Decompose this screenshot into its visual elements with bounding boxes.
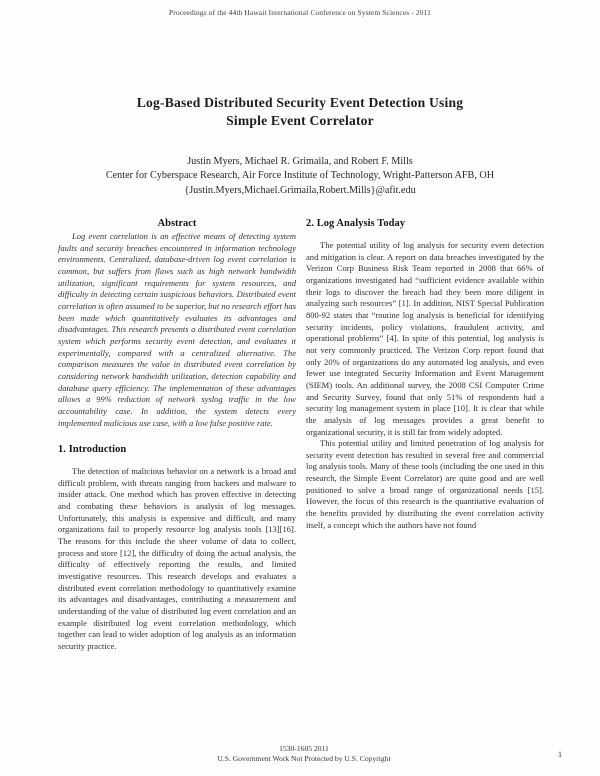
section-2-paragraph-1: The potential utility of log analysis for security event detection and mitigation is clear. A report on data breaches investigated by the Verizon Corp Business Risk Team reported in 2008 that 66% of organizations investigated had “sufficient evidence available within their logs to discover the breach had they been more diligent in analyzing such resources” [1]. In addition, NIST Special Publication 800-92 states that “routine log analysis is beneficial for identifying security incidents, policy violations, fraudulent activity, and operational problems” [4]. In spite of this potential, log analysis is not very commonly practiced. The Verizon Corp report found that only 20% of organizations do any automated log analysis, and even fewer use integrated Security Information and Event Management (SIEM) tools. An additional survey, the 2008 CSI Computer Crime and Security Survey, found that only 51% of respondents had a security log management system in place [10]. It is clear that while the analysis of log messages provides a great benefit to organizational security, it is still far from widely adopted.	[306, 240, 544, 437]
section-1-paragraph-1: The detection of malicious behavior on a network is a broad and difficult problem, with threats ranging from hackers and malware to insider attack. One method which has proven effective in detecting and combating these behaviors is analysis of log messages. Unfortunately, this analysis is expensive and difficult, and many organizations fail to properly resource log analysis tools [13][16]. The reasons for this include the sheer volume of data to collect, process and store [12], the difficulty of doing the actual analysis, the difficulty of effectively reporting the results, and limited investigative resources. This research develops and evaluates a distributed event correlation methodology to quantitatively examine its advantages and disadvantages, contributing a measurement and understanding of the value of distributed log event correlation and an example distributed log event correlation methodology, which together can lead to wider adoption of log analysis as an information security practice.	[58, 466, 296, 651]
author-names: Justin Myers, Michael R. Grimaila, and Robert F. Mills	[187, 156, 413, 167]
abstract-heading: Abstract	[157, 218, 197, 229]
abstract-text: Log event correlation is an effective means of detecting system faults and security breaches encountered in information technology environments. Centralized, database-driven log event correlation is common, but suffers from flaws such as high network bandwidth utilization, significant requirements for system resources, and difficulty in detecting certain suspicious behaviors. Distributed event correlation is often assumed to be superior, but no research effort has been made which quantitatively evaluates its advantages and disadvantages. This research presents a distributed event correlation system which performs security event detection, and evaluates it experimentally, compared with a centralized alternative. The comparison measures the value in distributed event correlation by considering network bandwidth utilization, detection capability and database query efficiency. The implementation of these advantages allows a 99% reduction of network syslog traffic in the low accountability case. In addition, the system detects every implemented malicious use case, with a low false positive rate.	[58, 231, 296, 428]
author-block	[24, 155, 576, 198]
page-title	[54, 94, 546, 131]
running-header: Proceedings of the 44th Hawaii International Conference on System Sciences - 2011	[168, 8, 432, 17]
section-heading-introduction: 1. Introduction	[58, 444, 127, 456]
page-number: 1	[558, 750, 562, 759]
section-2-paragraph-2: This potential utility and limited penetration of log analysis for security event detection has resulted in several free and commercial log analysis tools. Many of these tools (including the one used in this research, the Simple Event Correlator) are quite good and are well positioned to solve a broad range of organizational needs [15]. However, the focus of this research is the quantitative evaluation of the benefits provided by distributing the event correlation activity itself, a concept which the authors have not found	[306, 438, 544, 530]
author-email: {Justin.Myers,Michael.Grimaila,Robert.Mills}@afit.edu	[184, 184, 416, 196]
author-affiliation: Center for Cyberspace Research, Air Force Institute of Technology, Wright-Patterson AFB, OH	[105, 170, 495, 182]
two-column-body	[58, 218, 544, 723]
page-footer	[0, 744, 600, 765]
paper-title-line-2: Simple Event Correlator	[226, 113, 374, 129]
footer-issn: 1530-1605 2011	[279, 743, 329, 753]
footer-copyright: U.S. Government Work Not Protected by U.S. Copyright	[217, 753, 391, 763]
title-block	[54, 94, 546, 131]
left-column	[58, 218, 296, 723]
section-heading-log-analysis-today: 2. Log Analysis Today	[306, 218, 406, 229]
paper-title-line-1: Log-Based Distributed Security Event Detection Using	[136, 95, 464, 110]
footer-center-block	[0, 744, 600, 765]
right-column	[306, 218, 544, 723]
